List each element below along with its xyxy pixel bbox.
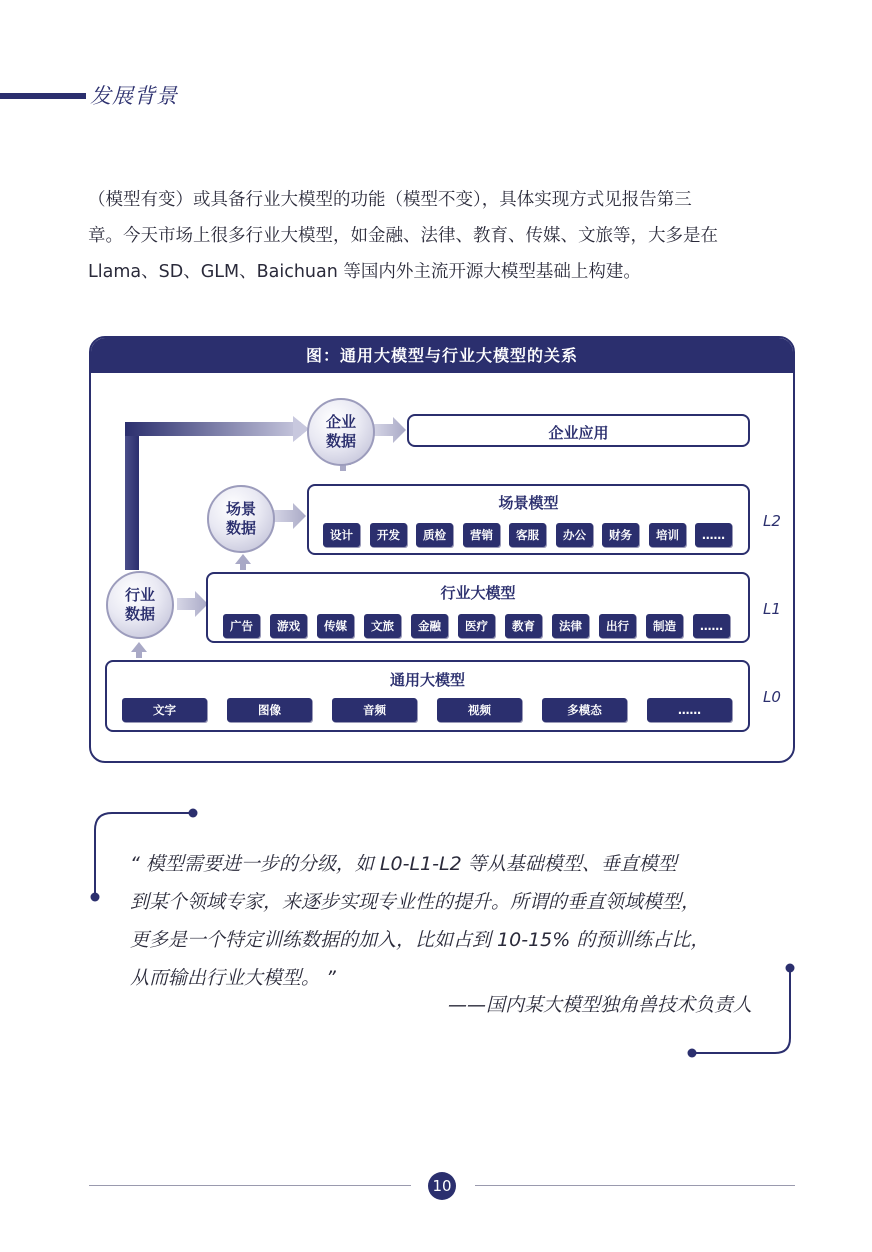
quote-line: 到某个领域专家，来逐步实现专业性的提升。所谓的垂直领域模型， <box>130 891 701 913</box>
industry-chip: 出行 <box>599 614 636 638</box>
industry-chip: 制造 <box>646 614 683 638</box>
scene-chip: 质检 <box>416 523 453 547</box>
quote-author: ——国内某大模型独角兽技术负责人 <box>447 994 752 1016</box>
footer-rule-right <box>475 1185 795 1186</box>
industry-model-title: 行业大模型 <box>440 584 516 602</box>
general-chip: 多模态 <box>542 698 627 722</box>
section-title: 发展背景 <box>90 84 178 108</box>
quote-dot <box>688 1049 697 1058</box>
general-chip: 图像 <box>227 698 312 722</box>
scene-chip: 设计 <box>323 523 360 547</box>
quote-text <box>130 845 709 997</box>
enterprise-data-label: 企业 数据 <box>325 413 356 450</box>
industry-chip: 法律 <box>552 614 589 638</box>
industry-chip: 医疗 <box>458 614 495 638</box>
scene-data-label: 场景 数据 <box>225 500 256 537</box>
page-number: 10 <box>428 1172 456 1200</box>
body-line: 章。今天市场上很多行业大模型，如金融、法律、教育、传媒、文旅等，大多是在 <box>88 226 718 246</box>
footer-rule-left <box>89 1185 411 1186</box>
level-label-l0: L0 <box>763 688 781 706</box>
general-model-title: 通用大模型 <box>389 671 465 689</box>
quote-dot <box>91 893 100 902</box>
figure-title: 图：通用大模型与行业大模型的关系 <box>91 338 793 373</box>
enterprise-app-label: 企业应用 <box>548 424 609 442</box>
general-chip: …… <box>647 698 732 722</box>
general-chip: 文字 <box>122 698 207 722</box>
scene-chip: 培训 <box>649 523 686 547</box>
scene-chip: 营销 <box>463 523 500 547</box>
quote-line: 从而输出行业大模型。 ” <box>130 967 336 989</box>
industry-chip: …… <box>693 614 730 638</box>
industry-chip: 游戏 <box>270 614 307 638</box>
level-label-l1: L1 <box>763 600 781 618</box>
general-chip: 视频 <box>437 698 522 722</box>
scene-model-title: 场景模型 <box>498 494 559 512</box>
quote-dot <box>189 809 198 818</box>
scene-chip: …… <box>695 523 732 547</box>
general-chip: 音频 <box>332 698 417 722</box>
scene-chip: 客服 <box>509 523 546 547</box>
industry-chip: 金融 <box>411 614 448 638</box>
industry-chip: 传媒 <box>317 614 354 638</box>
scene-chip: 办公 <box>556 523 593 547</box>
quote-line: “ 模型需要进一步的分级，如 L0-L1-L2 等从基础模型、垂直模型 <box>130 853 677 875</box>
industry-chip: 教育 <box>505 614 542 638</box>
body-line: （模型有变）或具备行业大模型的功能（模型不变），具体实现方式见报告第三 <box>88 190 692 210</box>
industry-chip: 广告 <box>223 614 260 638</box>
scene-chip: 财务 <box>602 523 639 547</box>
industry-data-label: 行业 数据 <box>124 586 155 623</box>
industry-chip: 文旅 <box>364 614 401 638</box>
quote-line: 更多是一个特定训练数据的加入，比如占到 10-15% 的预训练占比， <box>130 929 710 951</box>
level-label-l2: L2 <box>763 512 781 530</box>
body-line: Llama、SD、GLM、Baichuan 等国内外主流开源大模型基础上构建。 <box>88 262 641 282</box>
quote-dot <box>786 964 795 973</box>
scene-chip: 开发 <box>370 523 407 547</box>
